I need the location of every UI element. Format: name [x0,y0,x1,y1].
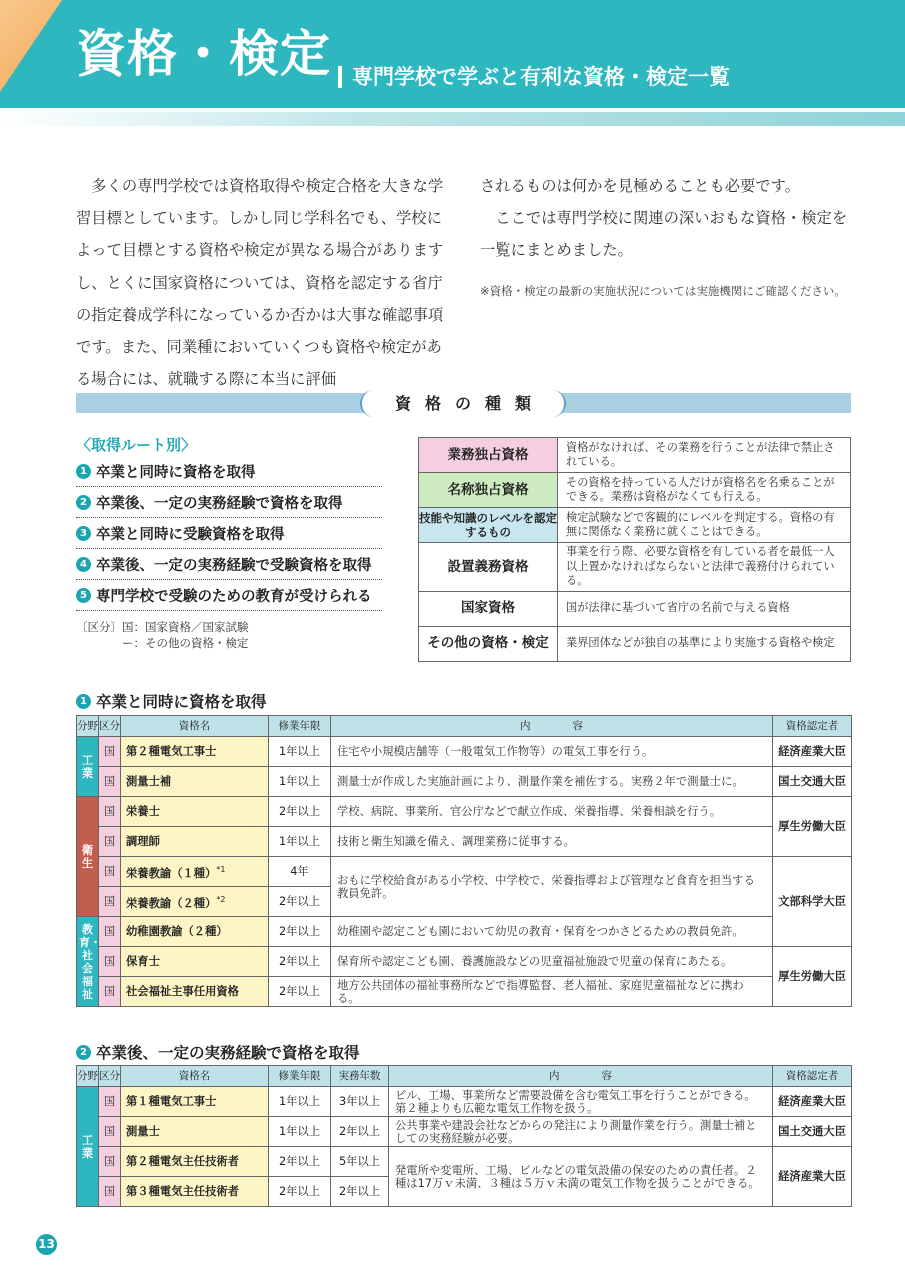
corner-decoration [0,0,62,92]
type-name: その他の資格・検定 [419,626,558,661]
intro-left-column [76,170,450,395]
qualification-name: 調理師 [121,827,269,857]
table-row [77,1147,852,1177]
kubun-cell: 国 [99,1087,121,1117]
route-item [76,549,382,580]
type-desc: 国が法律に基づいて省庁の名前で与える資格 [558,591,851,626]
qualification-name: 第２種電気主任技術者 [121,1147,269,1177]
number-badge: 5 [76,588,91,603]
table-header-row [77,716,852,737]
content-cell: 公共事業や建設会社などからの発注により測量作業を行う。測量士補としての実務経験が必要。 [389,1117,773,1147]
col-header: 分野 [77,1066,99,1087]
col-header: 区分 [99,1066,121,1087]
qualification-name: 社会福祉主事任用資格 [121,977,269,1007]
years-cell: 2年以上 [269,797,331,827]
table1-heading [76,690,267,712]
kubun-cell: 国 [99,1117,121,1147]
intro-continuation: されるものは何かを見極めることも必要です。 [480,177,801,195]
years-cell: 2年以上 [269,1147,331,1177]
table-row [77,917,852,947]
route-list [76,434,382,651]
content-cell: 保育所や認定こども園、養護施設などの児童福祉施設で児童の保育にあたる。 [331,947,773,977]
content-cell: 学校、病院、事業所、官公庁などで献立作成、栄養指導、栄養相談を行う。 [331,797,773,827]
route-heading: 〈取得ルート別〉 [76,436,197,454]
content-cell: 住宅や小規模店舗等（一般電気工作物等）の電気工事を行う。 [331,737,773,767]
experience-cell: 2年以上 [331,1117,389,1147]
years-cell: 2年以上 [269,887,331,917]
table-row [419,438,851,473]
category-cell: 教育・社会福祉 [77,917,99,1007]
col-header: 資格名 [121,716,269,737]
col-header: 修業年限 [269,1066,331,1087]
content-cell: 測量士が作成した実施計画により、測量作業を補佐する。実務２年で測量士に。 [331,767,773,797]
number-badge: 1 [76,694,91,709]
qualification-name-text: 栄養教諭（２種） [126,896,217,910]
qualification-name: 幼稚園教諭（２種） [121,917,269,947]
title-divider [338,66,342,88]
table-row [77,1117,852,1147]
table1 [76,715,852,1007]
kubun-cell: 国 [99,767,121,797]
category-cell: 工業 [77,737,99,797]
page-title: 資格・検定 [76,25,331,83]
col-header: 修業年限 [269,716,331,737]
years-cell: 2年以上 [269,977,331,1007]
table2 [76,1065,852,1207]
experience-cell: 3年以上 [331,1087,389,1117]
page-subtitle: 専門学校で学ぶと有利な資格・検定一覧 [352,65,730,89]
intro-right-column [480,170,854,267]
kubun-line: 〔区分〕国：国家資格／国家試験 [76,620,249,634]
category-cell: 衛生 [77,797,99,917]
content-cell: 地方公共団体の福祉事務所などで指導監督、老人福祉、家庭児童福祉などに携わる。 [331,977,773,1007]
years-cell: 2年以上 [269,947,331,977]
footnote-mark: *2 [216,895,226,905]
agency-cell: 国土交通大臣 [773,1117,852,1147]
content-cell: ビル、工場、事業所など需要設備を含む電気工事を行うことができる。第２種よりも広範な電気工作物を扱う。 [389,1087,773,1117]
qualification-name: 第３種電気主任技術者 [121,1177,269,1207]
number-badge: 1 [76,464,91,479]
table-row [419,591,851,626]
table-row [77,947,852,977]
kubun-cell: 国 [99,1147,121,1177]
content-cell: おもに学校給食がある小学校、中学校で、栄養指導および管理など食育を担当する教員免許。 [331,857,773,917]
type-desc: その資格を持っている人だけが資格名を名乗ることができる。業務は資格がなくても行える。 [558,473,851,508]
col-header: 内 容 [331,716,773,737]
table-header-row [77,1066,852,1087]
intro-note: ※資格・検定の最新の実施状況については実施機関にご確認ください。 [480,284,846,298]
table1-title: 卒業と同時に資格を取得 [96,693,267,711]
kubun-cell: 国 [99,887,121,917]
content-cell: 発電所や変電所、工場、ビルなどの電気設備の保安のための責任者。２種は17万ｖ未満、３種は５万ｖ未満の電気工作物を扱うことができる。 [389,1147,773,1207]
intro-paragraph-2: ここでは専門学校に関連の深いおもな資格・検定を一覧にまとめました。 [480,209,848,260]
table2-heading [76,1041,360,1063]
qualification-name: 第２種電気工事士 [121,737,269,767]
route-item [76,487,382,518]
kubun-cell: 国 [99,977,121,1007]
table-row [77,1087,852,1117]
kubun-cell: 国 [99,857,121,887]
table-row [77,977,852,1007]
type-name: 設置義務資格 [419,543,558,592]
agency-cell: 厚生労働大臣 [773,947,852,1007]
years-cell: 2年以上 [269,917,331,947]
agency-cell: 厚生労働大臣 [773,797,852,857]
kubun-line: ー：その他の資格・検定 [76,636,249,650]
table-row [77,737,852,767]
years-cell: 4年 [269,857,331,887]
type-desc: 事業を行う際、必要な資格を有している者を最低一人以上置かなければならないと法律で義務付けられている。 [558,543,851,592]
intro-paragraph: 多くの専門学校では資格取得や検定合格を大きな学習目標としています。しかし同じ学科名でも、学校によって目標とする資格や検定が異なる場合がありますし、とくに国家資格については、資格を認定する省庁の指定養成学科になっているか否かは大事な確認事項です。また、同業種においていくつも資格や検定がある場合には、就職する際に本当に評価 [76,177,444,389]
route-label: 卒業後、一定の実務経験で受験資格を取得 [96,557,372,574]
route-label: 専門学校で受験のための教育が受けられる [96,588,372,605]
agency-cell: 経済産業大臣 [773,737,852,767]
type-desc: 資格がなければ、その業務を行うことが法律で禁止されている。 [558,438,851,473]
number-badge: 3 [76,526,91,541]
years-cell: 2年以上 [269,1177,331,1207]
col-header: 資格認定者 [773,1066,852,1087]
kubun-cell: 国 [99,947,121,977]
content-cell: 技術と衛生知識を備え、調理業務に従事する。 [331,827,773,857]
kubun-cell: 国 [99,1177,121,1207]
qualification-name: 第１種電気工事士 [121,1087,269,1117]
route-label: 卒業後、一定の実務経験で資格を取得 [96,495,343,512]
table-row [77,767,852,797]
number-badge: 2 [76,495,91,510]
col-header: 内 容 [389,1066,773,1087]
years-cell: 1年以上 [269,767,331,797]
route-item [76,580,382,611]
qualification-types-table [418,437,851,662]
qualification-name: 測量士補 [121,767,269,797]
years-cell: 1年以上 [269,1117,331,1147]
number-badge: 4 [76,557,91,572]
years-cell: 1年以上 [269,827,331,857]
type-name: 技能や知識のレベルを認定するもの [419,508,558,543]
agency-cell: 経済産業大臣 [773,1087,852,1117]
qualification-name-text: 栄養教諭（１種） [126,866,217,880]
experience-cell: 5年以上 [331,1147,389,1177]
table-row [419,626,851,661]
qualification-name: 保育士 [121,947,269,977]
qualification-name: 栄養士 [121,797,269,827]
route-label: 卒業と同時に受験資格を取得 [96,526,285,543]
header-stripe [0,112,905,126]
type-desc: 検定試験などで客観的にレベルを判定する。資格の有無に関係なく業務に就くことはできる。 [558,508,851,543]
kubun-cell: 国 [99,797,121,827]
table2-title: 卒業後、一定の実務経験で資格を取得 [96,1044,360,1062]
col-header: 資格名 [121,1066,269,1087]
page-header [0,0,905,108]
experience-cell: 2年以上 [331,1177,389,1207]
section-title: 資格の種類 [360,390,566,417]
agency-cell: 国土交通大臣 [773,767,852,797]
type-name: 国家資格 [419,591,558,626]
table-row [419,473,851,508]
table-row [419,543,851,592]
page-number: 13 [36,1234,57,1255]
route-label: 卒業と同時に資格を取得 [96,464,256,481]
content-cell: 幼稚園や認定こども園において幼児の教育・保育をつかさどるための教員免許。 [331,917,773,947]
qualification-name: 測量士 [121,1117,269,1147]
table-row [77,857,852,887]
years-cell: 1年以上 [269,1087,331,1117]
footnote-mark: *1 [216,865,226,875]
agency-cell: 文部科学大臣 [773,857,852,947]
years-cell: 1年以上 [269,737,331,767]
col-header: 実務年数 [331,1066,389,1087]
col-header: 資格認定者 [773,716,852,737]
agency-cell: 経済産業大臣 [773,1147,852,1207]
qualification-name [121,857,269,887]
table-row [77,797,852,827]
type-name: 業務独占資格 [419,438,558,473]
type-desc: 業界団体などが独自の基準により実施する資格や検定 [558,626,851,661]
kubun-cell: 国 [99,827,121,857]
kubun-cell: 国 [99,737,121,767]
number-badge: 2 [76,1045,91,1060]
col-header: 区分 [99,716,121,737]
table-row [419,508,851,543]
qualification-name [121,887,269,917]
type-name: 名称独占資格 [419,473,558,508]
category-cell: 工業 [77,1087,99,1207]
table-row [77,827,852,857]
kubun-cell: 国 [99,917,121,947]
col-header: 分野 [77,716,99,737]
route-item [76,456,382,487]
kubun-legend [76,619,382,651]
route-item [76,518,382,549]
